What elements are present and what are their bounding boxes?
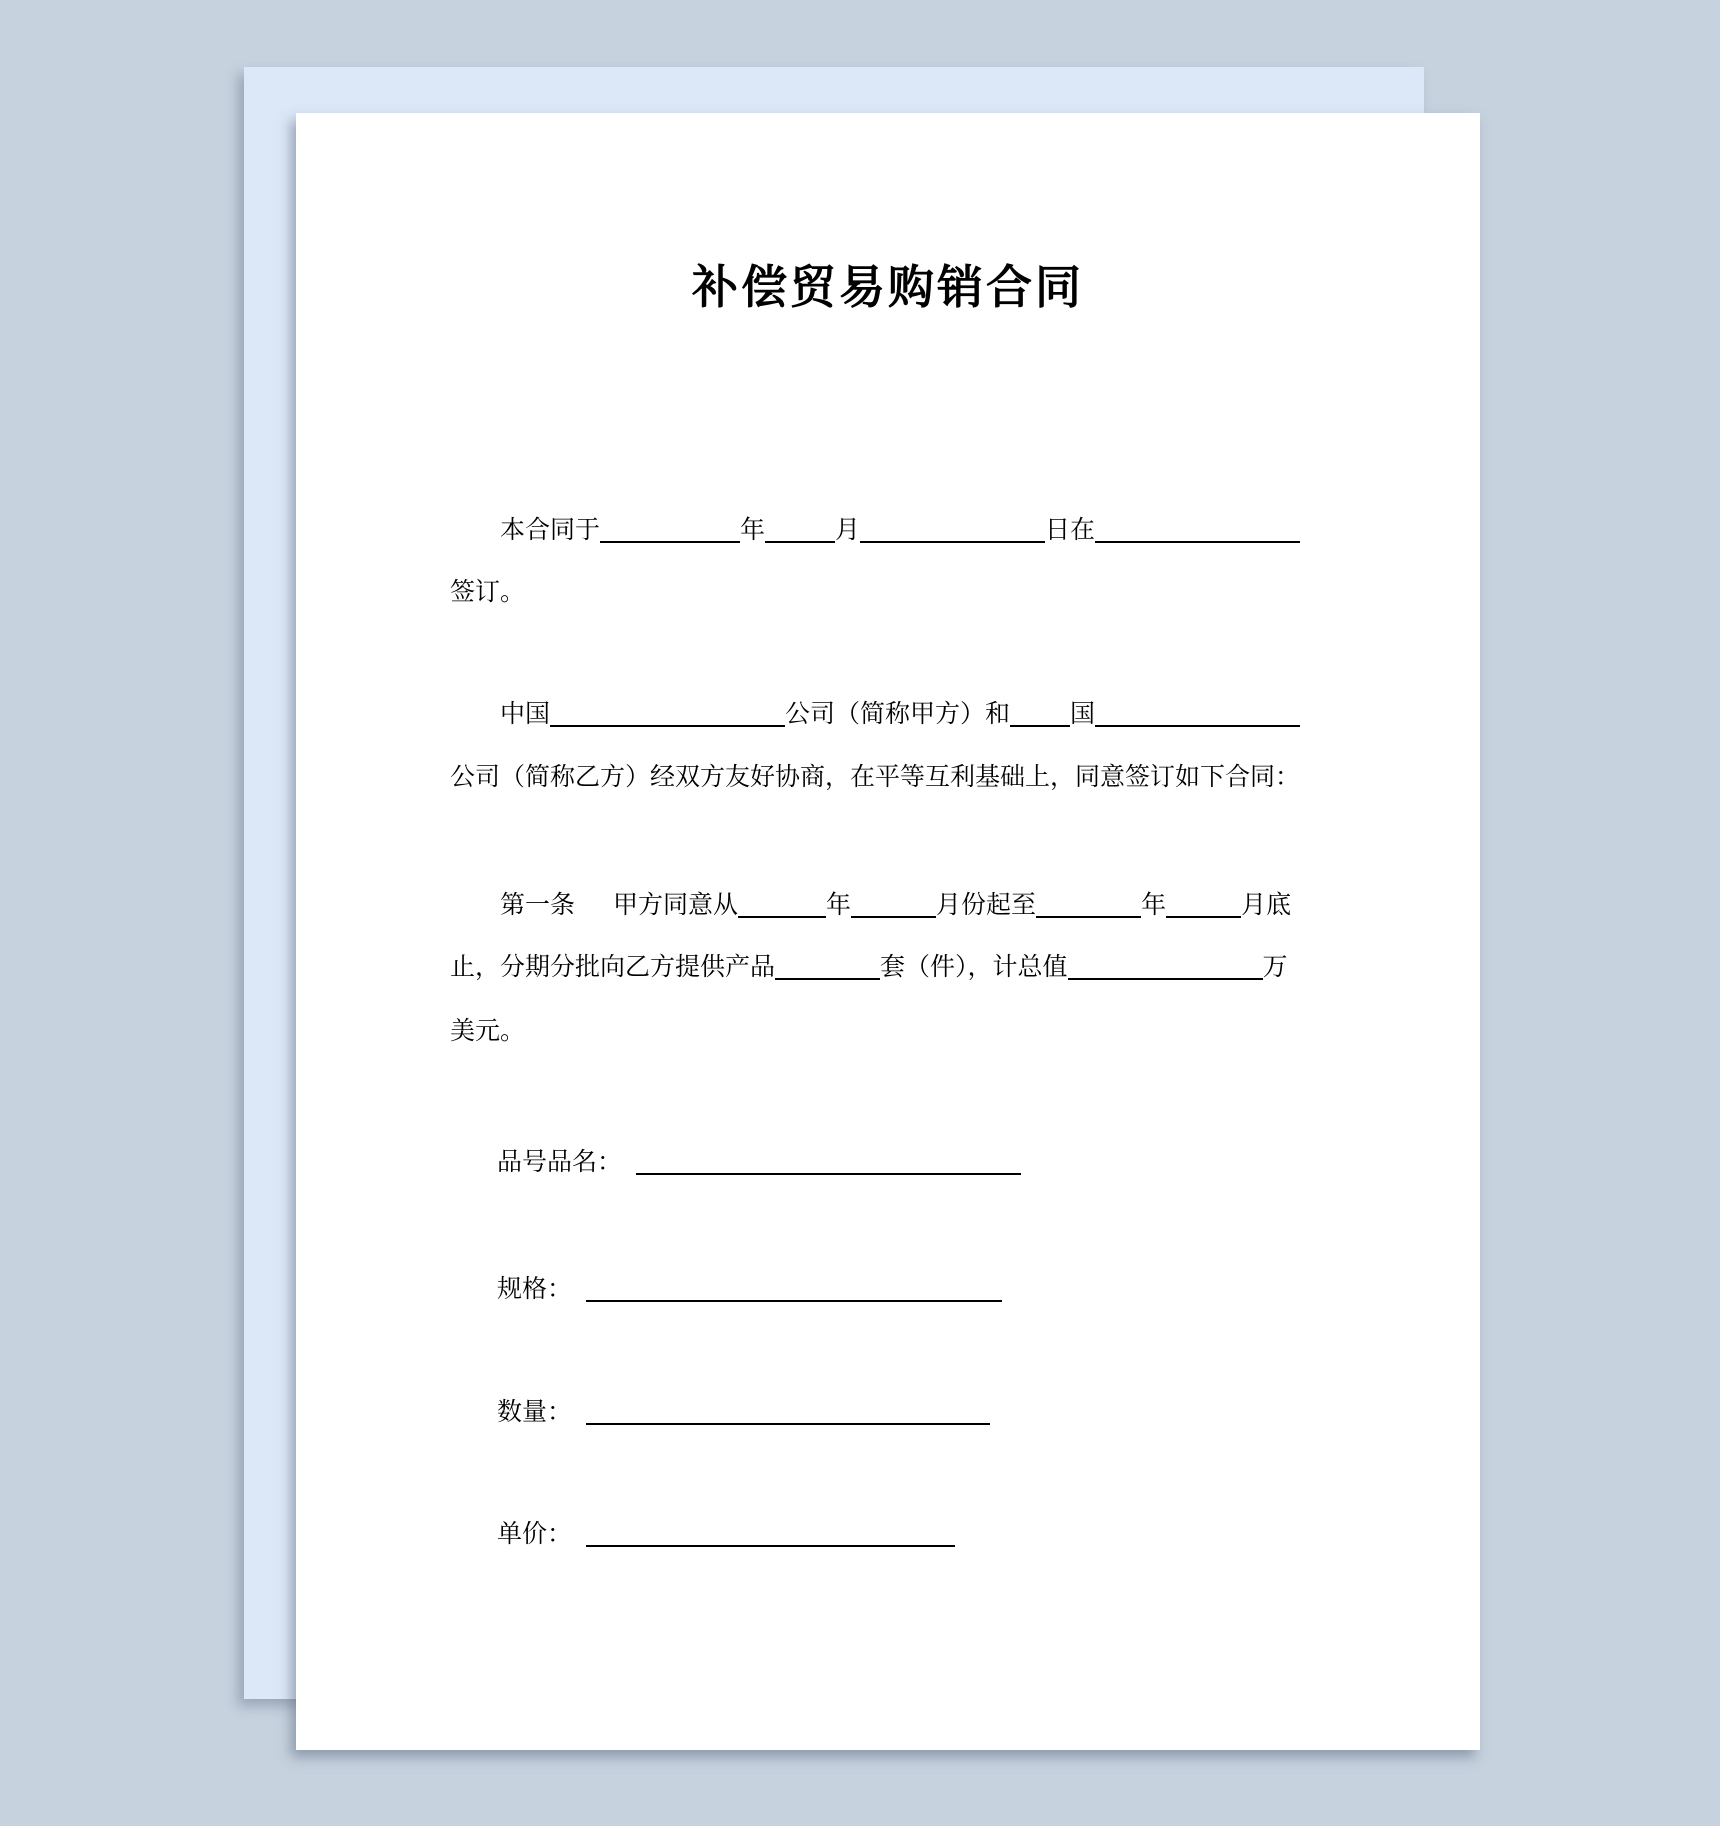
blank-underline <box>765 541 835 543</box>
article1-line-2 <box>450 955 1288 980</box>
blank-underline <box>1010 725 1070 727</box>
text-run: 年 <box>826 892 852 919</box>
spacer <box>572 1296 586 1297</box>
blank-underline <box>738 916 826 918</box>
text-run: 签订。 <box>450 579 526 606</box>
spacer <box>575 912 613 913</box>
blank-underline <box>550 725 785 727</box>
text-run: 套（件），计总值 <box>880 954 1068 981</box>
text-run: 国 <box>1070 701 1096 728</box>
blank-underline <box>860 541 1045 543</box>
blank-underline <box>600 541 740 543</box>
text-run: 第一条 <box>500 892 576 919</box>
quantity-line <box>497 1400 990 1425</box>
text-run: 月 <box>835 517 861 544</box>
document-title: 补偿贸易购销合同 <box>692 261 1084 313</box>
blank-underline <box>775 978 880 980</box>
blank-underline <box>1095 725 1300 727</box>
text-run: 公司（简称甲方）和 <box>785 701 1011 728</box>
parties-line-2 <box>450 765 1300 790</box>
parties-line-1 <box>500 702 1300 727</box>
text-run: 年 <box>740 517 766 544</box>
text-run: 年 <box>1141 892 1167 919</box>
blank-underline <box>586 1300 1002 1302</box>
article1-line-1 <box>500 893 1291 918</box>
text-run: 单价： <box>497 1521 573 1548</box>
text-run: 万 <box>1262 954 1288 981</box>
intro-signed-line <box>450 580 525 605</box>
blank-underline <box>1068 978 1263 980</box>
spec-line <box>497 1277 1002 1302</box>
text-run: 月底 <box>1241 892 1292 919</box>
text-run: 公司（简称乙方）经双方友好协商，在平等互利基础上，同意签订如下合同： <box>450 764 1301 791</box>
article1-line-3 <box>450 1019 525 1044</box>
intro-date-line <box>500 518 1300 543</box>
blank-underline <box>851 916 936 918</box>
text-run: 日在 <box>1045 517 1096 544</box>
text-run: 规格： <box>497 1276 573 1303</box>
spacer <box>572 1541 586 1542</box>
blank-underline <box>636 1173 1021 1175</box>
blank-underline <box>1036 916 1141 918</box>
text-run: 本合同于 <box>500 517 601 544</box>
text-run: 数量： <box>497 1399 573 1426</box>
text-run: 中国 <box>500 701 551 728</box>
contract-page <box>296 113 1480 1750</box>
item-name-line <box>497 1150 1021 1175</box>
blank-underline <box>586 1423 990 1425</box>
blank-underline <box>1095 541 1300 543</box>
blank-underline <box>1166 916 1241 918</box>
blank-underline <box>586 1545 955 1547</box>
text-run: 止，分期分批向乙方提供产品 <box>450 954 776 981</box>
unit-price-line <box>497 1522 955 1547</box>
text-run: 甲方同意从 <box>613 892 739 919</box>
text-run: 美元。 <box>450 1018 526 1045</box>
text-run: 品号品名： <box>497 1149 623 1176</box>
spacer <box>622 1169 636 1170</box>
text-run: 月份起至 <box>936 892 1037 919</box>
spacer <box>572 1419 586 1420</box>
